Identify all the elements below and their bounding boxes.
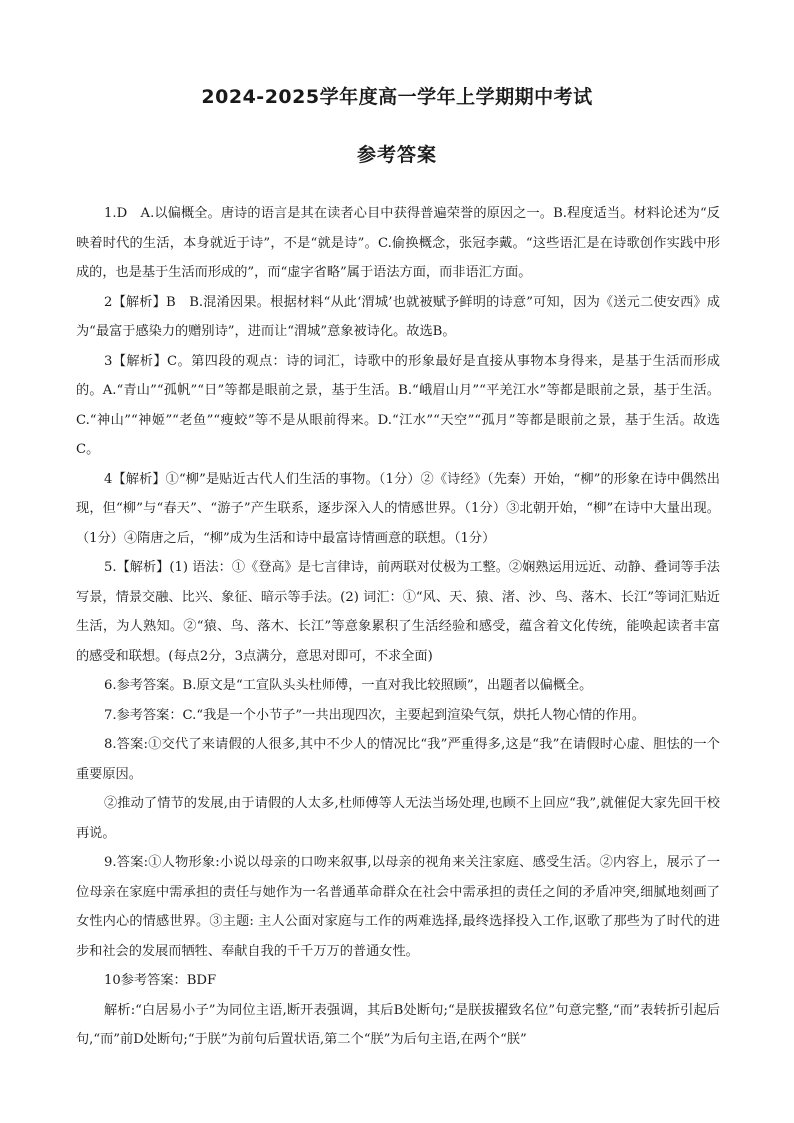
answer-paragraph: ②推动了情节的发展,由于请假的人太多,杜师傅等人无法当场处理,也顾不上回应“我”,就催促大家先回干校再说。 <box>76 796 720 841</box>
answer-paragraph: 7.参考答案：C.“我是一个小节子”一共出现四次，主要起到渲染气氛，烘托人物心情的作用。 <box>104 707 645 723</box>
answer-paragraph: 10参考答案：BDF <box>104 973 217 988</box>
answer-paragraph: 3【解析】C。第四段的观点：诗的词汇，诗歌中的形象最好是直接从事物本身得来，是基于生活而形成的。A.“青山”“孤帆”“日”等都是眼前之景，基于生活。B.“峨眉山月”“平羌江水”等都是眼前之景，基于生活。C.“神山”“神姬”“老鱼”“瘦蛟”等不是从眼前得来。D.“江水”“天空”“孤月”等都是眼前之景，基于生活。故选C。 <box>76 353 720 457</box>
answer-paragraph: 1.D A.以偏概全。唐诗的语言是其在读者心目中获得普遍荣誉的原因之一。B.程度适当。材料论述为“反映着时代的生活，本身就近于诗”，不是“就是诗”。C.偷换概念，张冠李戴。“这些语汇是在诗歌创作实践中形成的，也是基于生活而形成的”，而“虚字省略”属于语法方面，而非语汇方面。 <box>76 206 720 280</box>
answer-paragraph: 解析:“白居易小子”为同位主语,断开表强调，其后B处断句;“是朕拔擢致名位”句意完整,“而”表转折引起后句,“而”前D处断句;“于朕”为前句后置状语,第二个“朕”为后句主语,在两个“朕” <box>76 1002 720 1047</box>
answer-paragraph: 2【解析】B B.混淆因果。根据材料“从此‘渭城’也就被赋予鲜明的诗意”可知，因为《送元二使安西》成为“最富于感染力的赠别诗”，进而让“渭城”意象被诗化。故选B。 <box>76 294 720 339</box>
document-subtitle: 参考答案 <box>356 144 437 166</box>
answer-paragraph: 6.参考答案。B.原文是“工宣队头头杜师傅，一直对我比较照顾”，出题者以偏概全。 <box>104 678 593 693</box>
answer-paragraph: 4【解析】①“柳”是贴近古代人们生活的事物。（1分）②《诗经》（先秦）开始，“柳”的形象在诗中偶然出现，但“柳”与“春天”、“游子”产生联系，逐步深入人的情感世界。（1分）③北朝开始，“柳”在诗中大量出现。（1分）④隋唐之后，“柳”成为生活和诗中最富诗情画意的联想。（1分） <box>76 471 720 546</box>
answer-paragraph: 8.答案:①交代了来请假的人很多,其中不少人的情况比“我”严重得多,这是“我”在请假时心虚、胆怯的一个重要原因。 <box>76 737 720 782</box>
answer-paragraph: 9.答案:①人物形象:小说以母亲的口吻来叙事,以母亲的视角来关注家庭、感受生活。②内容上，展示了一位母亲在家庭中需承担的责任与她作为一名普通革命群众在社会中需承担的责任之间的矛盾冲突,细腻地刻画了女性内心的情感世界。③主题: 主人公面对家庭与工作的两难选择,最终选择投入工作,讴歌了那些为了时代的进步和社会的发展而牺牲、奉献自我的千千万万的普通女性。 <box>76 855 720 959</box>
answer-body <box>76 199 720 1055</box>
answer-paragraph: 5.【解析】(1) 语法：①《登高》是七言律诗，前两联对仗极为工整。②娴熟运用远近、动静、叠词等手法写景，情景交融、比兴、象征、暗示等手法。(2) 词汇：①“风、天、猿、渚、沙、鸟、落木、长江”等词汇贴近生活，为人熟知。②“猿、鸟、落木、长江”等意象累积了生活经验和感受，蕴含着文化传统，能唤起读者丰富的感受和联想。(每点2分，3点满分，意思对即可，不求全面) <box>76 560 720 664</box>
document-title: 2024-2025学年度高一学年上学期期中考试 <box>201 86 593 108</box>
